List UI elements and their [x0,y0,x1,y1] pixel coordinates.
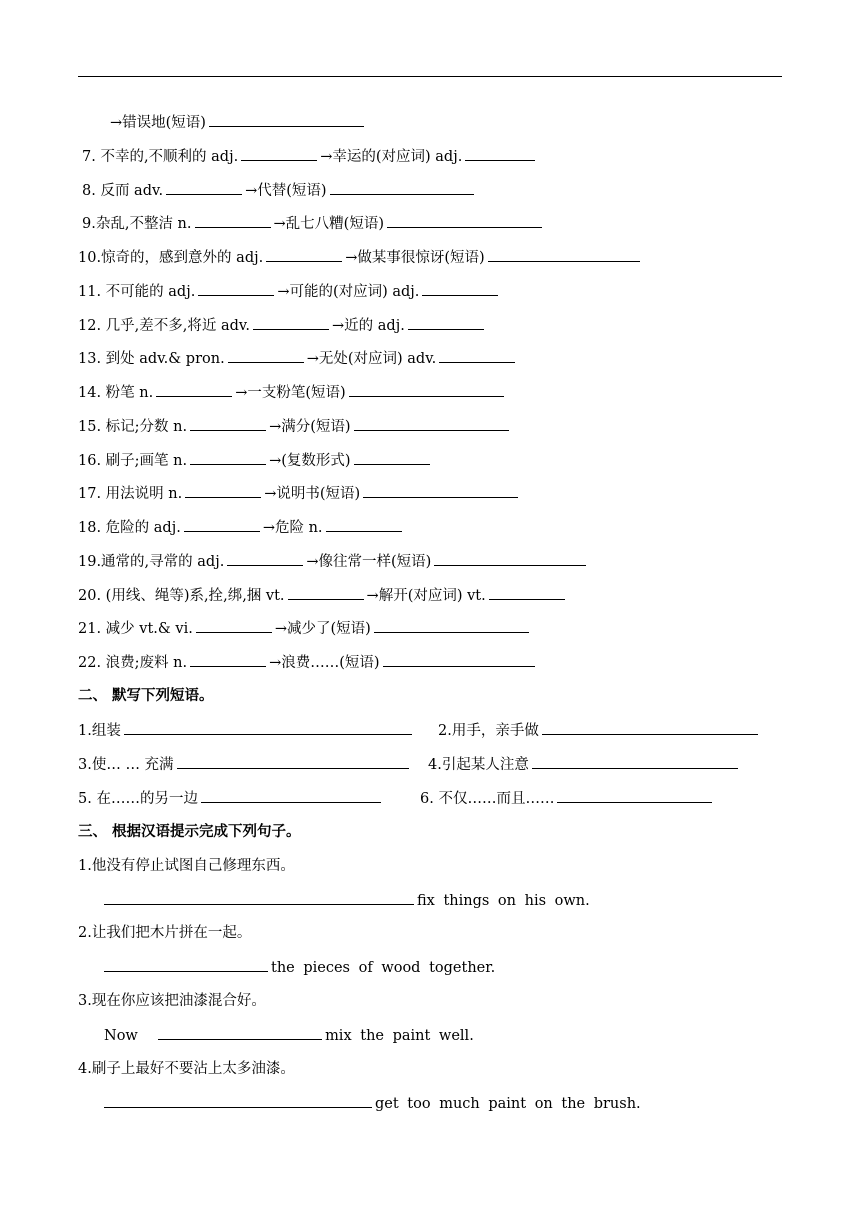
vocab-line: 10.惊奇的，感到意外的 adj. →做某事很惊讶(短语) [78,247,643,269]
answer-blank[interactable] [209,112,364,127]
phrase-item: 2.用手，亲手做 [438,720,761,742]
answer-blank[interactable] [542,720,758,735]
answer-blank[interactable] [177,754,409,769]
sentence-answer-line: fix things on his own. [104,890,590,912]
phrase-item: 3.使… … 充满 [78,754,412,776]
vocab-line: 9.杂乱,不整洁 n. →乱七八糟(短语) [82,213,545,235]
section-2-heading: 二、 默写下列短语。 [78,687,214,704]
vocab-line: 15. 标记;分数 n. →满分(短语) [78,416,512,438]
vocab-line: 8. 反而 adv. →代替(短语) [82,180,477,202]
phrase-item: 1.组装 [78,720,415,742]
vocab-line: 14. 粉笔 n. →一支粉笔(短语) [78,382,507,404]
vocab-line: 12. 几乎,差不多,将近 adv. →近的 adj. [78,315,487,337]
section-3-heading: 三、 根据汉语提示完成下列句子。 [78,823,301,840]
sentence-answer-line: Now mix the paint well. [104,1025,474,1047]
answer-blank[interactable] [354,450,430,465]
answer-blank[interactable] [489,585,565,600]
answer-blank[interactable] [330,180,474,195]
answer-blank[interactable] [532,754,738,769]
answer-blank[interactable] [387,213,542,228]
answer-blank[interactable] [488,247,640,262]
answer-blank[interactable] [201,788,381,803]
answer-blank[interactable] [228,348,304,363]
vocab-line: 7. 不幸的,不顺利的 adj. →幸运的(对应词) adj. [82,146,538,168]
answer-blank[interactable] [166,180,242,195]
answer-blank[interactable] [184,517,260,532]
sentence-prompt: 1.他没有停止试图自己修理东西。 [78,858,295,874]
vocab-line: 13. 到处 adv.& pron. →无处(对应词) adv. [78,348,518,370]
answer-blank[interactable] [198,281,274,296]
answer-blank[interactable] [354,416,509,431]
answer-blank[interactable] [104,1093,372,1108]
answer-blank[interactable] [104,890,414,905]
phrase-item: 4.引起某人注意 [428,754,741,776]
sentence-prompt: 4.刷子上最好不要沾上太多油漆。 [78,1061,295,1077]
answer-blank[interactable] [374,618,529,633]
answer-blank[interactable] [190,416,266,431]
answer-blank[interactable] [156,382,232,397]
answer-blank[interactable] [124,720,412,735]
vocab-line: 22. 浪费;废料 n. →浪费……(短语) [78,652,538,674]
answer-blank[interactable] [185,483,261,498]
answer-blank[interactable] [158,1025,322,1040]
answer-blank[interactable] [190,450,266,465]
answer-blank[interactable] [195,213,271,228]
phrase-item: 5. 在……的另一边 [78,788,384,810]
answer-blank[interactable] [422,281,498,296]
answer-blank[interactable] [557,788,712,803]
vocab-line: 11. 不可能的 adj. →可能的(对应词) adj. [78,281,501,303]
answer-blank[interactable] [326,517,402,532]
answer-blank[interactable] [104,957,268,972]
answer-blank[interactable] [227,551,303,566]
header-rule [78,76,782,77]
vocab-line: 16. 刷子;画笔 n. →(复数形式) [78,450,433,472]
vocab-line: 18. 危险的 adj. →危险 n. [78,517,405,539]
answer-blank[interactable] [434,551,586,566]
answer-blank[interactable] [465,146,535,161]
answer-blank[interactable] [196,618,272,633]
sentence-answer-line: get too much paint on the brush. [104,1093,641,1115]
vocab-line: 19.通常的,寻常的 adj. →像往常一样(短语) [78,551,589,573]
sentence-answer-line: the pieces of wood together. [104,957,495,979]
answer-blank[interactable] [349,382,504,397]
answer-blank[interactable] [190,652,266,667]
answer-blank[interactable] [241,146,317,161]
phrase-item: 6. 不仅……而且…… [420,788,715,810]
sentence-prompt: 3.现在你应该把油漆混合好。 [78,993,266,1009]
answer-blank[interactable] [383,652,535,667]
answer-blank[interactable] [288,585,364,600]
vocab-line: 20. (用线、绳等)系,拴,绑,捆 vt. →解开(对应词) vt. [78,585,568,607]
answer-blank[interactable] [439,348,515,363]
answer-blank[interactable] [408,315,484,330]
answer-blank[interactable] [266,247,342,262]
vocab-line: 21. 减少 vt.& vi. →减少了(短语) [78,618,532,640]
answer-blank[interactable] [363,483,518,498]
answer-blank[interactable] [253,315,329,330]
sentence-prompt: 2.让我们把木片拼在一起。 [78,925,252,941]
vocab-line: 17. 用法说明 n. →说明书(短语) [78,483,521,505]
vocab-line: →错误地(短语) [110,112,367,134]
